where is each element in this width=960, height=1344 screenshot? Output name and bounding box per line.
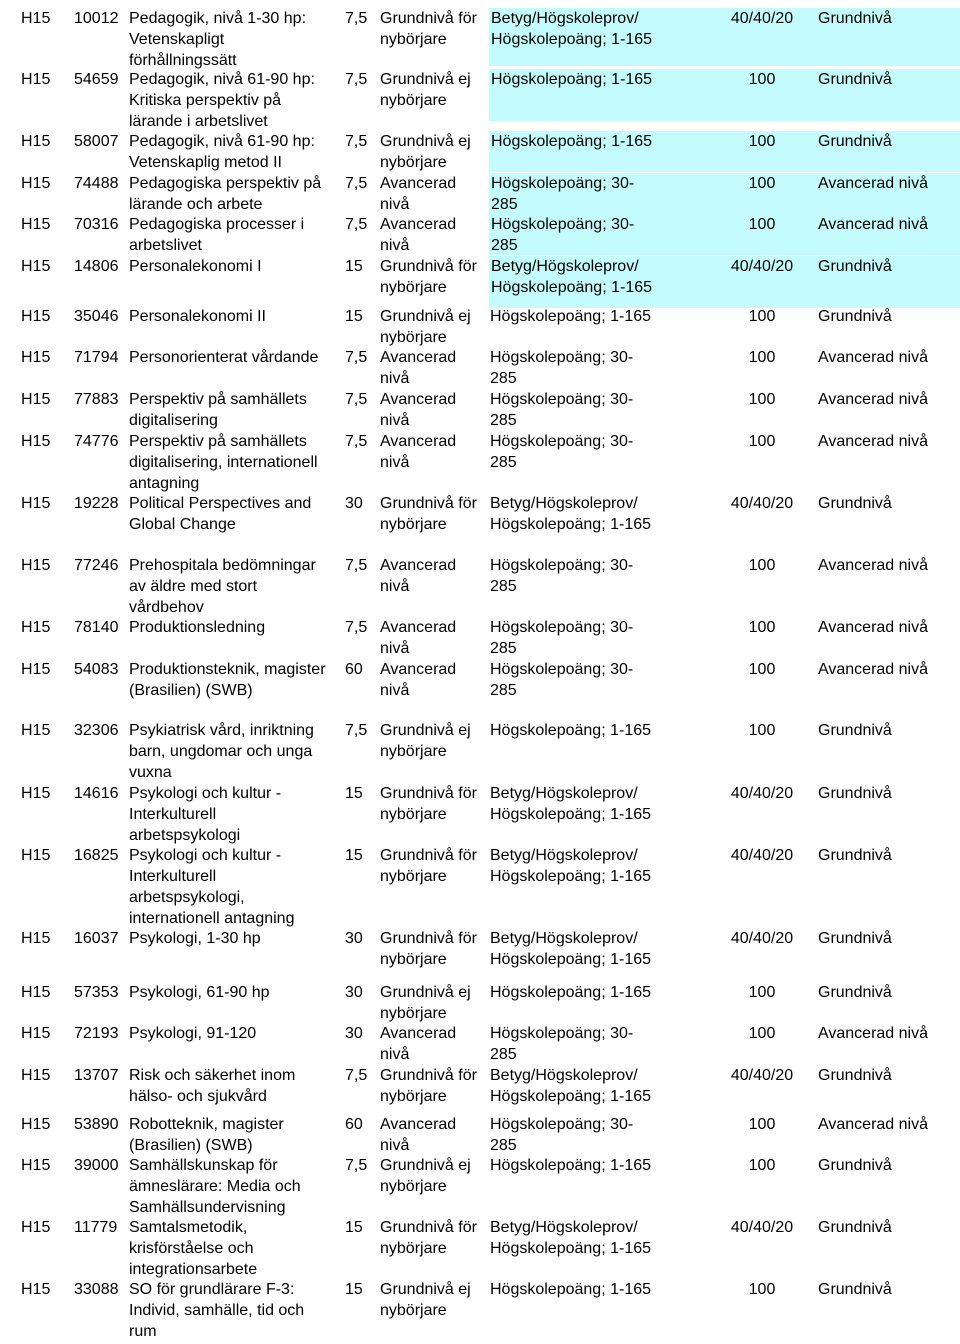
selection-quota: 100 <box>748 557 776 574</box>
course-name: Produktionsteknik, magister (Brasilien) (SWB) <box>129 661 326 699</box>
entry-requirements: Betyg/Högskoleprov/ Högskolepoäng; 1-165 <box>489 256 707 308</box>
course-code: 78140 <box>74 619 119 636</box>
table-row <box>0 131 960 172</box>
entry-requirements: Högskolepoäng; 30- 285 <box>490 557 634 595</box>
entry-requirements: Högskolepoäng; 30- 285 <box>490 391 634 429</box>
program-cell: H15 <box>21 557 51 574</box>
entry-requirements: Betyg/Högskoleprov/ Högskolepoäng; 1-165 <box>489 8 707 66</box>
selection-quota: 40/40/20 <box>707 8 817 66</box>
course-level: Avancerad nivå <box>380 619 457 657</box>
program-cell: H15 <box>21 391 51 408</box>
level-category: Grundnivå <box>818 930 892 947</box>
program-cell: H15 <box>21 308 51 325</box>
selection-quota: 100 <box>707 131 817 172</box>
program-cell: H15 <box>21 495 51 512</box>
course-code: 32306 <box>74 722 119 739</box>
table-row <box>0 347 960 388</box>
entry-requirements: Högskolepoäng; 1-165 <box>489 131 707 172</box>
course-level: Grundnivå för nybörjare <box>380 1219 477 1257</box>
course-code: 13707 <box>74 1067 119 1084</box>
credits: 7,5 <box>345 1067 368 1084</box>
level-category: Grundnivå <box>817 131 960 172</box>
course-level: Grundnivå för nybörjare <box>380 10 477 48</box>
program-cell: H15 <box>21 349 51 366</box>
program-cell: H15 <box>21 133 51 150</box>
table-row <box>0 214 960 255</box>
selection-quota: 40/40/20 <box>730 1067 794 1084</box>
selection-quota: 100 <box>748 433 776 450</box>
program-cell: H15 <box>21 930 51 947</box>
table-row <box>0 1114 960 1155</box>
program-cell: H15 <box>21 1067 51 1084</box>
level-category: Grundnivå <box>817 69 960 121</box>
course-level: Avancerad nivå <box>380 349 457 387</box>
entry-requirements: Högskolepoäng; 1-165 <box>490 308 652 325</box>
course-level: Avancerad nivå <box>380 661 457 699</box>
course-level: Avancerad nivå <box>380 216 457 254</box>
selection-quota: 40/40/20 <box>730 1219 794 1236</box>
level-category: Grundnivå <box>817 8 960 66</box>
course-name: Pedagogiska perspektiv på lärande och arbete <box>129 175 322 213</box>
course-level: Avancerad nivå <box>380 433 457 471</box>
credits: 30 <box>345 1025 363 1042</box>
table-row <box>0 493 960 545</box>
course-code: 39000 <box>74 1157 119 1174</box>
course-level: Avancerad nivå <box>380 391 457 429</box>
course-code: 74488 <box>74 175 119 192</box>
entry-requirements: Högskolepoäng; 1-165 <box>490 722 652 739</box>
selection-quota: 100 <box>748 1025 776 1042</box>
level-category: Grundnivå <box>818 1067 892 1084</box>
program-cell: H15 <box>21 847 51 864</box>
credits: 60 <box>345 1116 363 1133</box>
course-code: 72193 <box>74 1025 119 1042</box>
course-name: Pedagogiska processer i arbetslivet <box>129 216 305 254</box>
table-row <box>0 720 960 782</box>
course-name: Psykologi, 1-30 hp <box>129 930 261 947</box>
credits: 15 <box>345 1281 363 1298</box>
level-category: Grundnivå <box>818 722 892 739</box>
level-category: Avancerad nivå <box>818 619 928 636</box>
table-row <box>0 1279 960 1341</box>
selection-quota: 40/40/20 <box>730 930 794 947</box>
course-code: 19228 <box>74 495 119 512</box>
table-row <box>0 1023 960 1064</box>
table-row <box>0 659 960 711</box>
credits: 15 <box>345 308 363 325</box>
course-level: Grundnivå för nybörjare <box>380 495 477 533</box>
entry-requirements: Högskolepoäng; 30- 285 <box>489 173 707 214</box>
course-name: SO för grundlärare F-3: Individ, samhälle, tid och rum <box>129 1281 305 1340</box>
course-code: 70316 <box>74 216 119 233</box>
course-name: Samhällskunskap för ämneslärare: Media och Samhällsundervisning <box>129 1157 301 1216</box>
level-category: Avancerad nivå <box>818 661 928 678</box>
level-category: Grundnivå <box>818 1281 892 1298</box>
course-code: 33088 <box>74 1281 119 1298</box>
course-name: Samtalsmetodik, krisförståelse och integrationsarbete <box>129 1219 258 1278</box>
program-cell: H15 <box>21 984 51 1001</box>
entry-requirements: Högskolepoäng; 30- 285 <box>490 1025 634 1063</box>
level-category: Grundnivå <box>818 308 892 325</box>
course-code: 14806 <box>74 258 119 275</box>
table-row <box>0 928 960 980</box>
entry-requirements: Betyg/Högskoleprov/ Högskolepoäng; 1-165 <box>490 1219 652 1257</box>
entry-requirements: Betyg/Högskoleprov/ Högskolepoäng; 1-165 <box>490 1067 652 1105</box>
entry-requirements: Högskolepoäng; 30- 285 <box>490 349 634 387</box>
program-cell: H15 <box>21 216 51 233</box>
course-code: 35046 <box>74 308 119 325</box>
course-code: 54083 <box>74 661 119 678</box>
course-level: Grundnivå för nybörjare <box>380 258 477 296</box>
table-row <box>0 617 960 658</box>
selection-quota: 100 <box>748 722 776 739</box>
table-row <box>0 8 960 69</box>
entry-requirements: Högskolepoäng; 30- 285 <box>490 619 634 657</box>
course-name: Personorienterat vårdande <box>129 349 319 366</box>
level-category: Grundnivå <box>818 1219 892 1236</box>
entry-requirements: Högskolepoäng; 1-165 <box>490 1157 652 1174</box>
credits: 7,5 <box>345 722 368 739</box>
credits: 15 <box>345 847 363 864</box>
table-row <box>0 845 960 928</box>
level-category: Avancerad nivå <box>818 433 928 450</box>
level-category: Grundnivå <box>818 785 892 802</box>
course-code: 16037 <box>74 930 119 947</box>
selection-quota: 40/40/20 <box>730 495 794 512</box>
course-code: 10012 <box>74 10 119 27</box>
selection-quota: 100 <box>748 661 776 678</box>
course-name: Psykologi och kultur - Interkulturell arbetspsykologi <box>129 785 282 844</box>
table-row <box>0 431 960 492</box>
selection-quota: 100 <box>707 173 817 214</box>
table-row <box>0 1065 960 1117</box>
entry-requirements: Betyg/Högskoleprov/ Högskolepoäng; 1-165 <box>490 930 652 968</box>
credits: 15 <box>345 258 363 275</box>
course-name: Psykologi, 91-120 <box>129 1025 257 1042</box>
program-cell: H15 <box>21 1219 51 1236</box>
credits: 7,5 <box>345 1157 368 1174</box>
selection-quota: 100 <box>748 1157 776 1174</box>
course-name: Prehospitala bedömningar av äldre med stort vårdbehov <box>129 557 316 616</box>
course-name: Perspektiv på samhällets digitalisering <box>129 391 307 429</box>
credits: 15 <box>345 785 363 802</box>
entry-requirements: Högskolepoäng; 30- 285 <box>490 1116 634 1154</box>
level-category: Grundnivå <box>818 984 892 1001</box>
course-name: Psykologi och kultur - Interkulturell arbetspsykologi, internationell antagning <box>129 847 295 927</box>
selection-quota: 40/40/20 <box>707 256 817 308</box>
level-category: Avancerad nivå <box>818 391 928 408</box>
course-name: Risk och säkerhet inom hälso- och sjukvård <box>129 1067 296 1105</box>
credits: 7,5 <box>345 391 368 408</box>
entry-requirements: Högskolepoäng; 1-165 <box>489 69 707 121</box>
program-cell: H15 <box>21 175 51 192</box>
level-category: Avancerad nivå <box>817 173 960 214</box>
program-cell: H15 <box>21 1157 51 1174</box>
course-code: 16825 <box>74 847 119 864</box>
course-name: Produktionsledning <box>129 619 266 636</box>
selection-quota: 100 <box>748 391 776 408</box>
course-code: 53890 <box>74 1116 119 1133</box>
credits: 60 <box>345 661 363 678</box>
credits: 7,5 <box>345 133 368 150</box>
course-code: 14616 <box>74 785 119 802</box>
level-category: Avancerad nivå <box>817 214 960 255</box>
course-level: Grundnivå ej nybörjare <box>380 984 471 1022</box>
credits: 30 <box>345 930 363 947</box>
program-cell: H15 <box>21 1116 51 1133</box>
program-cell: H15 <box>21 433 51 450</box>
table-row <box>0 256 960 308</box>
entry-requirements: Högskolepoäng; 30- 285 <box>490 661 634 699</box>
entry-requirements: Betyg/Högskoleprov/ Högskolepoäng; 1-165 <box>490 785 652 823</box>
credits: 7,5 <box>345 71 368 88</box>
course-level: Grundnivå ej nybörjare <box>380 1157 471 1195</box>
table-row <box>0 783 960 845</box>
course-name: Political Perspectives and Global Change <box>129 495 312 533</box>
course-level: Grundnivå ej nybörjare <box>380 1281 471 1319</box>
course-name: Robotteknik, magister (Brasilien) (SWB) <box>129 1116 284 1154</box>
course-name: Perspektiv på samhällets digitalisering, internationell antagning <box>129 433 318 492</box>
course-level: Avancerad nivå <box>380 557 457 595</box>
course-level: Grundnivå för nybörjare <box>380 785 477 823</box>
course-level: Avancerad nivå <box>380 175 457 213</box>
program-cell: H15 <box>21 661 51 678</box>
selection-quota: 40/40/20 <box>730 785 794 802</box>
course-level: Grundnivå ej nybörjare <box>380 71 471 109</box>
credits: 7,5 <box>345 557 368 574</box>
credits: 15 <box>345 1219 363 1236</box>
credits: 30 <box>345 495 363 512</box>
table-row <box>0 306 960 347</box>
level-category: Avancerad nivå <box>818 1116 928 1133</box>
course-name: Pedagogik, nivå 61-90 hp: Vetenskaplig metod II <box>129 133 315 171</box>
program-cell: H15 <box>21 10 51 27</box>
selection-quota: 100 <box>748 1281 776 1298</box>
entry-requirements: Högskolepoäng; 30- 285 <box>489 214 707 255</box>
selection-quota: 100 <box>748 1116 776 1133</box>
table-row <box>0 982 960 1023</box>
course-name: Pedagogik, nivå 61-90 hp: Kritiska perspektiv på lärande i arbetslivet <box>129 71 315 130</box>
course-code: 77246 <box>74 557 119 574</box>
credits: 30 <box>345 984 363 1001</box>
course-code: 57353 <box>74 984 119 1001</box>
course-level: Grundnivå för nybörjare <box>380 1067 477 1105</box>
course-level: Grundnivå ej nybörjare <box>380 133 471 171</box>
entry-requirements: Högskolepoäng; 1-165 <box>490 1281 652 1298</box>
course-level: Avancerad nivå <box>380 1116 457 1154</box>
level-category: Grundnivå <box>818 495 892 512</box>
course-level: Grundnivå ej nybörjare <box>380 722 471 760</box>
course-level: Grundnivå för nybörjare <box>380 847 477 885</box>
table-row <box>0 173 960 214</box>
program-cell: H15 <box>21 71 51 88</box>
selection-quota: 100 <box>748 984 776 1001</box>
selection-quota: 100 <box>707 69 817 121</box>
selection-quota: 100 <box>748 308 776 325</box>
program-cell: H15 <box>21 722 51 739</box>
program-cell: H15 <box>21 1025 51 1042</box>
level-category: Grundnivå <box>818 1157 892 1174</box>
course-name: Psykologi, 61-90 hp <box>129 984 270 1001</box>
course-level: Grundnivå ej nybörjare <box>380 308 471 346</box>
course-level: Avancerad nivå <box>380 1025 457 1063</box>
selection-quota: 40/40/20 <box>730 847 794 864</box>
level-category: Grundnivå <box>818 847 892 864</box>
course-level: Grundnivå för nybörjare <box>380 930 477 968</box>
credits: 7,5 <box>345 349 368 366</box>
credits: 7,5 <box>345 175 368 192</box>
program-cell: H15 <box>21 785 51 802</box>
table-row <box>0 389 960 430</box>
program-cell: H15 <box>21 619 51 636</box>
table-row <box>0 555 960 617</box>
course-code: 11779 <box>74 1219 118 1236</box>
credits: 7,5 <box>345 10 368 27</box>
entry-requirements: Betyg/Högskoleprov/ Högskolepoäng; 1-165 <box>490 847 652 885</box>
course-code: 71794 <box>74 349 119 366</box>
selection-quota: 100 <box>748 619 776 636</box>
level-category: Avancerad nivå <box>818 557 928 574</box>
table-row <box>0 1155 960 1217</box>
entry-requirements: Betyg/Högskoleprov/ Högskolepoäng; 1-165 <box>490 495 652 533</box>
course-name: Personalekonomi II <box>129 308 266 325</box>
credits: 7,5 <box>345 433 368 450</box>
level-category: Avancerad nivå <box>818 1025 928 1042</box>
entry-requirements: Högskolepoäng; 30- 285 <box>490 433 634 471</box>
course-name: Personalekonomi I <box>129 258 262 275</box>
program-cell: H15 <box>21 258 51 275</box>
level-category: Avancerad nivå <box>818 349 928 366</box>
credits: 7,5 <box>345 216 368 233</box>
entry-requirements: Högskolepoäng; 1-165 <box>490 984 652 1001</box>
course-name: Psykiatrisk vård, inriktning barn, ungdomar och unga vuxna <box>129 722 314 781</box>
program-cell: H15 <box>21 1281 51 1298</box>
selection-quota: 100 <box>748 349 776 366</box>
level-category: Grundnivå <box>817 256 960 308</box>
course-code: 74776 <box>74 433 119 450</box>
credits: 7,5 <box>345 619 368 636</box>
course-name: Pedagogik, nivå 1-30 hp: Vetenskapligt förhållningssätt <box>129 10 307 69</box>
course-code: 58007 <box>74 133 119 150</box>
course-code: 54659 <box>74 71 119 88</box>
course-code: 77883 <box>74 391 119 408</box>
table-row <box>0 69 960 130</box>
table-row <box>0 1217 960 1279</box>
selection-quota: 100 <box>707 214 817 255</box>
